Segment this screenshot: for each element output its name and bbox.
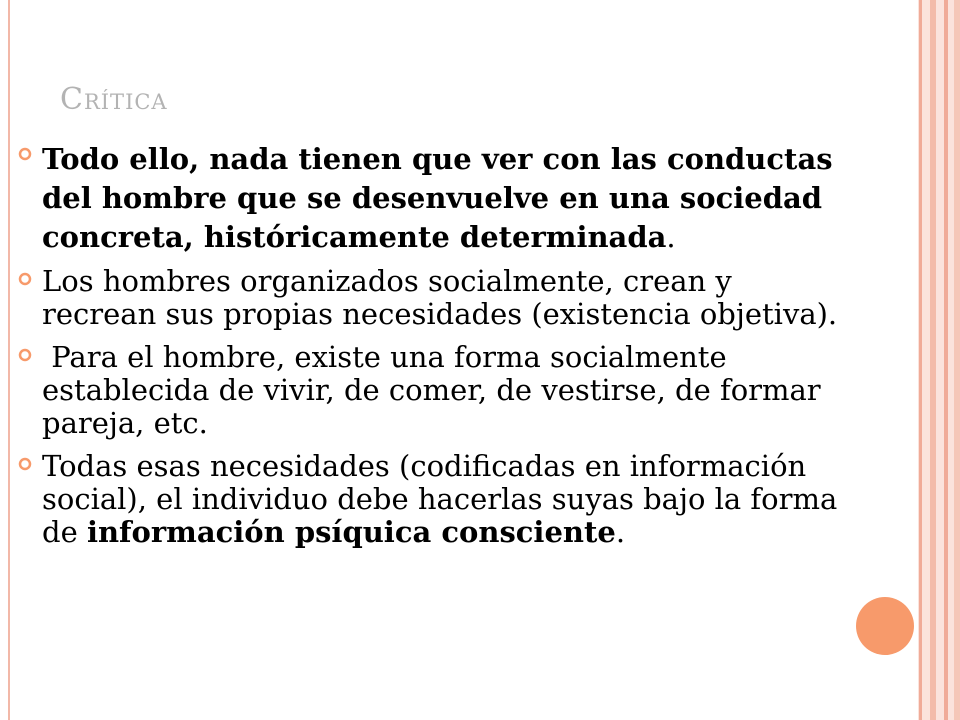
stripe (944, 0, 948, 720)
bullet-text: Para el hombre, existe una forma socialmente establecida de vivir, de comer, de vestirse, de formar pareja, etc. (42, 340, 830, 440)
bullet-bold-text: información psíquica consciente (86, 515, 616, 549)
bullet-item (18, 450, 848, 549)
bullet-text: Todas esas necesidades (codificadas en información social), el individuo debe hacerlas suyas bajo la forma de (42, 449, 838, 549)
bullet-item (18, 341, 848, 440)
bullet-text: . (615, 515, 626, 549)
left-border-line (8, 0, 10, 720)
bullet-list (18, 140, 848, 559)
ring-bullet-icon (18, 348, 32, 362)
bullet-bold-text: Todo ello, nada tienen que ver con las conductas del hombre que se desenvuelve en una sociedad concreta, históricamente determinada (42, 142, 833, 254)
stripe (930, 0, 936, 720)
stripe (954, 0, 960, 720)
stripe (919, 0, 922, 720)
ring-bullet-icon (18, 457, 32, 471)
decorative-circle (856, 597, 914, 655)
slide-title: Crítica (60, 82, 168, 117)
bullet-text: Los hombres organizados socialmente, crean y recrean sus propias necesidades (existencia objetiva). (42, 264, 838, 331)
ring-bullet-icon (18, 147, 32, 161)
bullet-item (18, 140, 848, 257)
ring-bullet-icon (18, 272, 32, 286)
bullet-text: . (666, 220, 676, 254)
bullet-item (18, 265, 848, 331)
